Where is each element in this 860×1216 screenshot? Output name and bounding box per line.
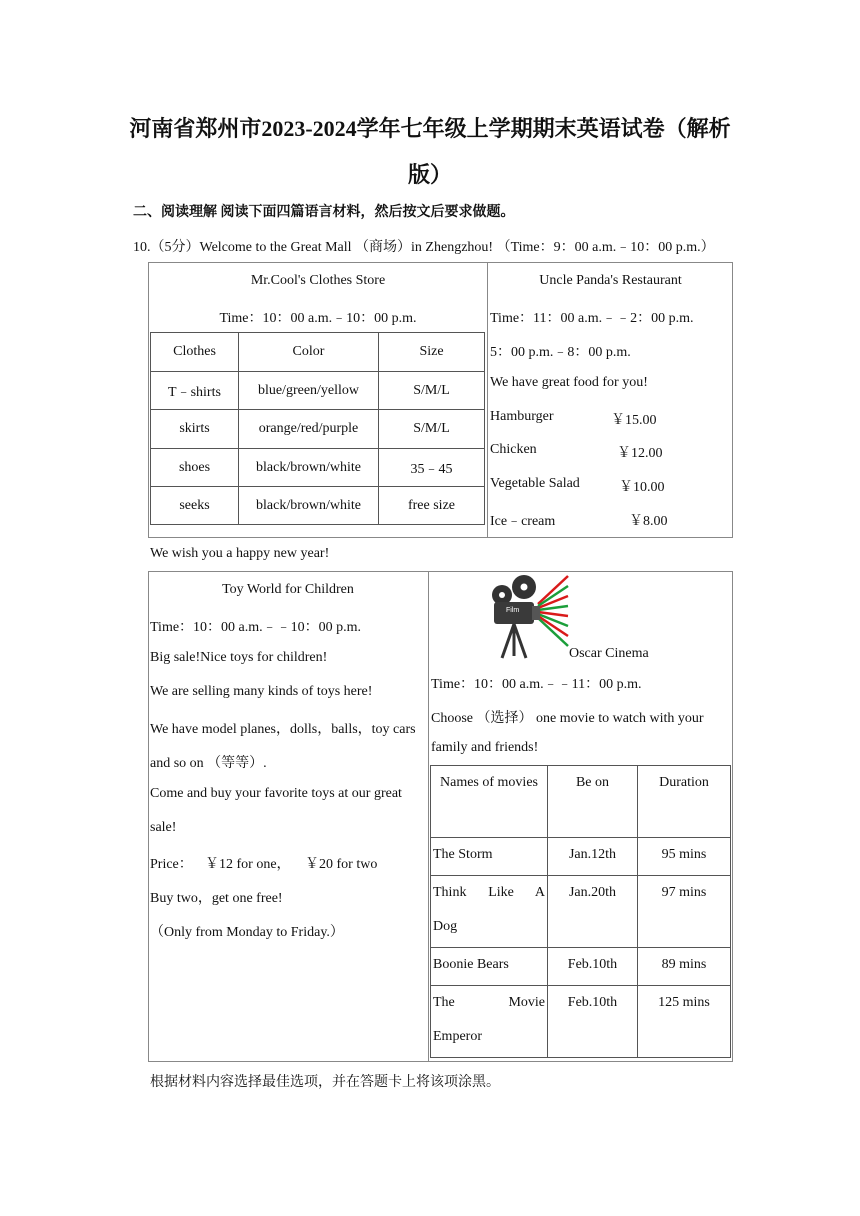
menu-price: ￥8.00 (629, 514, 668, 529)
table-row (151, 410, 485, 449)
restaurant-time-2: 5：00 p.m.﹣8：00 p.m. (490, 345, 631, 360)
table-row (431, 766, 731, 838)
cinema-choose-2: family and friends! (431, 740, 539, 755)
table-cell: seeks (151, 487, 239, 525)
table-cell: 95 mins (638, 838, 731, 876)
table-cell: black/brown/white (239, 449, 379, 487)
table-row (151, 372, 485, 410)
top-divider (487, 262, 488, 538)
table-header: Names of movies (431, 766, 548, 838)
menu-item: Vegetable Salad (490, 476, 580, 491)
table-row (431, 838, 731, 876)
clothes-table (150, 332, 485, 525)
table-cell: skirts (151, 410, 239, 449)
table-cell: black/brown/white (239, 487, 379, 525)
menu-price: ￥12.00 (617, 446, 663, 461)
table-cell: The Movie Emperor (431, 986, 548, 1058)
projector-label: Film (506, 607, 520, 614)
toy-price-two: ￥20 for two (305, 857, 378, 872)
menu-price: ￥10.00 (619, 480, 665, 495)
table-row (151, 333, 485, 372)
menu-price: ￥15.00 (611, 413, 657, 428)
toy-line: Come and buy your favorite toys at our great (150, 786, 402, 801)
film-projector-icon (486, 574, 572, 660)
cinema-time: Time：10：00 a.m.﹣﹣11：00 p.m. (431, 677, 642, 692)
bottom-divider (428, 571, 429, 1062)
table-cell: shoes (151, 449, 239, 487)
table-cell: 97 mins (638, 876, 731, 948)
answer-instruction: 根据材料内容选择最佳选项，并在答题卡上将该项涂黑。 (150, 1075, 500, 1090)
table-row (431, 986, 731, 1058)
toy-world-name: Toy World for Children (222, 582, 354, 597)
question-prompt: 10.（5分）Welcome to the Great Mall （商场）in Zhengzhou! （Time：9：00 a.m.﹣10：00 p.m.） (133, 240, 715, 255)
table-cell: Boonie Bears (431, 948, 548, 986)
table-cell: 89 mins (638, 948, 731, 986)
table-cell: blue/green/yellow (239, 372, 379, 410)
toy-price-one: ￥12 for one， (205, 857, 291, 872)
table-cell: Feb.10th (548, 948, 638, 986)
toy-price-label: Price： (150, 857, 193, 872)
cinema-name: Oscar Cinema (569, 646, 649, 661)
clothes-store-name: Mr.Cool's Clothes Store (250, 273, 386, 288)
table-header: Be on (548, 766, 638, 838)
toy-line: Big sale!Nice toys for children! (150, 650, 328, 665)
table-row (431, 948, 731, 986)
new-year-wish: We wish you a happy new year! (150, 546, 330, 561)
table-header: Clothes (151, 333, 239, 372)
title-line-1: 河南省郑州市2023-2024学年七年级上学期期末英语试卷（解析 (129, 116, 731, 141)
table-cell: Feb.10th (548, 986, 638, 1058)
table-cell: T﹣shirts (151, 372, 239, 410)
table-row (151, 449, 485, 487)
table-cell: free size (379, 487, 485, 525)
toy-world-time: Time：10：00 a.m.﹣﹣10：00 p.m. (150, 620, 362, 635)
restaurant-intro: We have great food for you! (490, 375, 648, 390)
cinema-choose-1: Choose （选择） one movie to watch with your (431, 711, 704, 726)
table-row (151, 487, 485, 525)
table-cell: Jan.12th (548, 838, 638, 876)
table-cell: Jan.20th (548, 876, 638, 948)
table-row (431, 876, 731, 948)
document-title (0, 106, 860, 198)
menu-item: Hamburger (490, 409, 554, 424)
menu-item: Chicken (490, 442, 537, 457)
table-cell: 125 mins (638, 986, 731, 1058)
toy-line: sale! (150, 820, 177, 835)
table-cell: 35﹣45 (379, 449, 485, 487)
section-heading: 二、阅读理解 阅读下面四篇语言材料，然后按文后要求做题。 (133, 205, 515, 220)
table-cell: orange/red/purple (239, 410, 379, 449)
toy-line: （Only from Monday to Friday.） (150, 925, 344, 940)
table-header: Size (379, 333, 485, 372)
toy-line: Buy two，get one free! (150, 891, 283, 906)
table-cell: S/M/L (379, 372, 485, 410)
table-cell: Think Like A Dog (431, 876, 548, 948)
title-line-2: 版） (407, 162, 452, 187)
movie-table (430, 765, 731, 1058)
table-header: Duration (638, 766, 731, 838)
table-cell: The Storm (431, 838, 548, 876)
restaurant-name: Uncle Panda's Restaurant (539, 273, 682, 288)
table-header: Color (239, 333, 379, 372)
clothes-store-time: Time：10：00 a.m.﹣10：00 p.m. (219, 311, 417, 326)
menu-item: Ice﹣cream (490, 514, 556, 529)
toy-line: and so on （等等）. (150, 756, 267, 771)
restaurant-time-1: Time：11：00 a.m.﹣﹣2：00 p.m. (490, 311, 694, 326)
table-cell: S/M/L (379, 410, 485, 449)
toy-line: We are selling many kinds of toys here! (150, 684, 373, 699)
toy-line: We have model planes，dolls，balls，toy cars (150, 722, 416, 737)
